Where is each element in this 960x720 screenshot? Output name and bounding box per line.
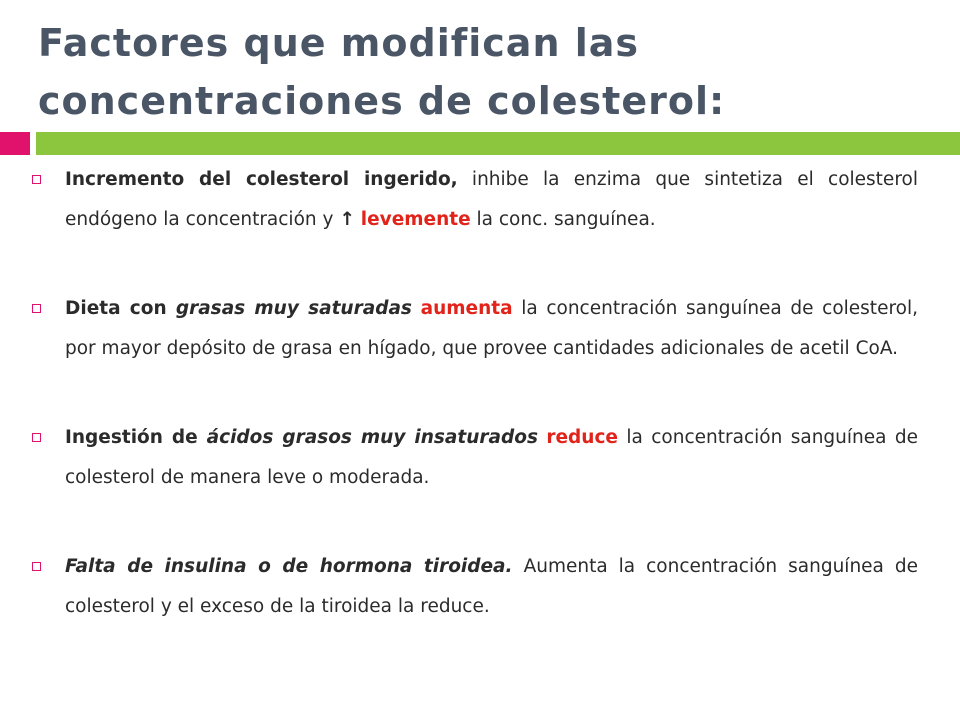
bullet-text: la conc. sanguínea. xyxy=(470,209,656,230)
bullet-bold-text: Dieta con xyxy=(65,298,176,319)
square-bullet-icon xyxy=(32,562,41,571)
bullet-item-acidos-insaturados xyxy=(30,418,918,498)
bullet-text: la concentración sanguínea de colesterol, por mayor depósito de grasa en hígado, que provee cantidades adicionales de acetil CoA. xyxy=(65,298,918,359)
bullet-italic-text: Falta de insulina o de hormona tiroidea. xyxy=(65,556,513,577)
bullet-item-colesterol-ingerido xyxy=(30,160,918,240)
bullet-text xyxy=(412,298,421,319)
bullet-italic-text: grasas muy saturadas xyxy=(175,298,412,319)
bullet-text: la concentración sanguínea de colesterol de manera leve o moderada. xyxy=(65,427,918,488)
bullet-item-grasas-saturadas xyxy=(30,289,918,369)
bullet-text: Aumenta la concentración sanguínea de colesterol y el exceso de la tiroidea la reduce. xyxy=(65,556,919,617)
bullet-item-insulina-tiroidea xyxy=(30,547,918,627)
accent-bar-pink xyxy=(0,132,30,155)
title-line-1: Factores que modifican las xyxy=(38,21,640,65)
bullet-bold-text: Ingestión de xyxy=(65,427,207,448)
square-bullet-icon xyxy=(32,175,41,184)
slide-title xyxy=(38,14,938,130)
bullet-bold-text: Incremento del colesterol ingerido, xyxy=(65,169,458,190)
highlight-text: aumenta xyxy=(420,298,513,319)
bullet-list xyxy=(30,160,918,627)
accent-bar-green xyxy=(36,132,960,155)
bullet-text: inhibe la enzima que sintetiza el colesterol endógeno la concentración y xyxy=(65,169,918,230)
title-line-2: concentraciones de colesterol: xyxy=(38,79,726,123)
highlight-text: levemente xyxy=(360,209,471,230)
square-bullet-icon xyxy=(32,433,41,442)
highlight-text: reduce xyxy=(546,427,618,448)
bullet-italic-text: ácidos grasos muy insaturados xyxy=(206,427,538,448)
square-bullet-icon xyxy=(32,304,41,313)
up-arrow-icon: ↑ xyxy=(339,209,355,230)
